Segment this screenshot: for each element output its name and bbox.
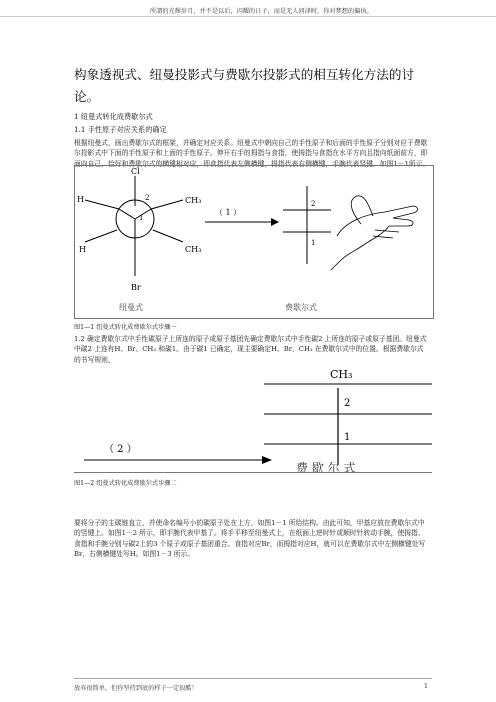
label-ch3-lower: CH₃	[185, 245, 202, 254]
paragraph-3: 要将分子的主碳链直立，并使命名编号小的碳原子处在上方，如图1－1 所给结构。由此可知，甲基应放在费歇尔式中的竖键上。如图1－2 所示，即手腕代表甲基了。将手平移至纽曼式上，在纸面上逆时针或顺时针转动手腕，使拇指、食指和手腕分别与碳2上的3 个原子或原子基团重合。食指对应Br，而拇指对应H，就可以在费歇尔式中左侧横键处写Br，右侧横键处写H。如图1－3 所示。	[74, 519, 426, 559]
label-c2: 2	[145, 194, 150, 202]
document-title: 构象透视式、纽曼投影式与费歇尔投影式的相互转化方法的讨论。	[74, 67, 415, 104]
header-divider	[0, 16, 496, 17]
newman-front-bond-left	[119, 209, 135, 219]
right-hand-icon	[331, 196, 418, 270]
figure-2	[74, 368, 432, 473]
figure-1-drawing	[75, 166, 433, 318]
fig2-label-c2: 2	[344, 398, 351, 409]
page-header-motto: 所謂的光輝岁月，并不是以后，闪耀的日子，而是无人问津时，你对梦想的偏执。	[150, 8, 373, 15]
figure-2-caption: 图1—2 纽曼式转化成费歇尔式步骤二	[74, 480, 177, 487]
arrow-head	[271, 218, 279, 226]
label-br: Br	[131, 283, 141, 292]
newman-bond-ch3-upper	[151, 200, 183, 209]
figure-1	[74, 165, 434, 319]
fig2-arrow-label: （ 2 ）	[104, 444, 137, 455]
paragraph-2: 1.2 确定费歇尔式中手性碳原子上所连的原子或原子基团先确定费歇尔式中手性碳2 上所连的原子或原子基团。纽曼式中碳2 上连有H、Br、CH₃ 和碳1。由于碳1 已确定，现主要确定H、Br、CH₃ 在费歇尔式中的位置。根据费歇尔式的书写规则，	[74, 335, 427, 364]
label-c1: 1	[139, 214, 144, 222]
newman-back-bond-left	[85, 230, 117, 242]
figure-1-caption: 图1—1 纽曼式转化成费歇尔式步骤一	[74, 324, 177, 331]
newman-back-bond-right	[153, 230, 183, 242]
fig2-ch3-label: CH₃	[330, 368, 353, 381]
fig2-label-c1: 1	[344, 432, 351, 443]
label-h-upper: H	[77, 195, 84, 204]
label-h-lower: H	[79, 245, 86, 254]
fischer-label-c2: 2	[311, 200, 316, 208]
label-cl: Cl	[131, 167, 140, 176]
newman-caption: 纽曼式	[119, 303, 143, 312]
label-ch3-upper: CH₃	[185, 196, 202, 205]
figure-2-drawing	[74, 368, 432, 472]
fig2-fischer-caption: 费 歇 尔 式	[296, 461, 356, 472]
page-footer-text: 放弃很简单，但你坚持到底的样子一定很酷！	[74, 685, 198, 692]
arrow-label: （ 1 ）	[215, 208, 242, 217]
fischer-label-c1: 1	[311, 239, 316, 247]
footer-divider	[74, 678, 432, 679]
section-heading: 1 纽曼式转化成费歇尔式	[74, 112, 153, 121]
newman-bond-h-upper	[85, 200, 119, 209]
fig2-arrow-head	[262, 456, 272, 464]
fischer-caption: 费歇尔式	[285, 303, 317, 312]
page-number: 1	[424, 683, 428, 690]
subsection-heading: 1.1 手性原子对应关系的确定	[74, 125, 167, 134]
paragraph-1: 根据纽曼式，画出费歇尔式的框架，并确定对应关系。纽曼式中朝向自己的手性原子和后面的手性原子分别对应于费歇尔投影式中下面的手性原子和上面的手性原子。伸开右手的拇指与食指，使拇指与食指在水平方向且指向纸面前方，即面向自己，恰好和费歇尔式的横键相对应，即食指代表左侧横键，拇指代表右侧横键，手腕代表竖键。如图1－1所示。	[74, 139, 430, 168]
